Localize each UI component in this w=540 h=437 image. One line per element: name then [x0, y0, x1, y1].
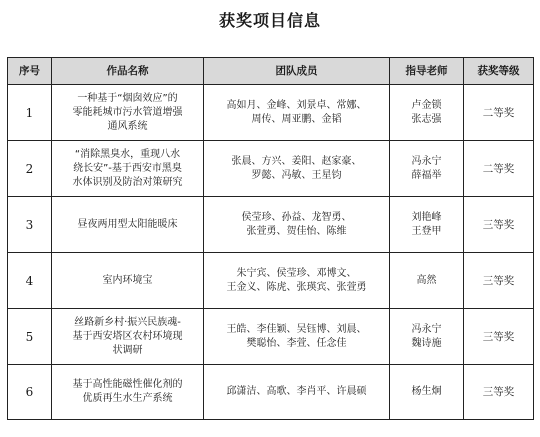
cell-level: 二等奖 [464, 85, 534, 141]
cell-work-name [52, 141, 204, 197]
table-row [8, 309, 534, 365]
cell-work-name [52, 85, 204, 141]
cell-team [204, 85, 390, 141]
header-work-name: 作品名称 [52, 58, 204, 85]
team-line: 周传、周亚鹏、金韬 [251, 113, 342, 125]
advisor-line: 刘艳峰 [411, 211, 442, 223]
cell-level: 三等奖 [464, 253, 534, 309]
team-line: 邱潇洁、高歌、李肖平、许晨硕 [226, 386, 367, 397]
cell-team [204, 253, 390, 309]
awards-table [7, 57, 534, 420]
table-row [8, 365, 534, 420]
cell-level: 三等奖 [464, 309, 534, 365]
work-name-line: 基于高性能磁性催化剂的 [72, 379, 183, 390]
cell-team [204, 365, 390, 420]
table-header-row [8, 58, 534, 85]
advisor-line: 杨生炯 [411, 386, 442, 397]
work-name-line: 绕长安”-基于西安市黑臭 [73, 162, 182, 174]
cell-work-name [52, 365, 204, 420]
page-title: 获奖项目信息 [218, 11, 321, 30]
cell-advisor [390, 253, 464, 309]
team-line: 侯莹珍、孙益、龙智勇、 [241, 211, 352, 223]
table-row [8, 197, 534, 253]
header-advisor: 指导老师 [390, 58, 464, 85]
team-line: 樊聪怡、李萱、任念佳 [246, 337, 347, 349]
cell-work-name [52, 309, 204, 365]
work-name-line: 昼夜两用型太阳能暖床 [77, 218, 178, 230]
advisor-line: 卢金锁 [411, 99, 442, 111]
team-line: 王金义、陈虎、张瑛宾、张萱勇 [226, 281, 367, 293]
cell-work-name [52, 197, 204, 253]
cell-advisor [390, 85, 464, 141]
cell-level: 三等奖 [464, 197, 534, 253]
work-name-line: 室内环境宝 [102, 274, 153, 286]
work-name-line: 状调研 [112, 344, 143, 356]
advisor-line: 张志强 [411, 113, 442, 125]
cell-work-name [52, 253, 204, 309]
cell-level: 二等奖 [464, 141, 534, 197]
cell-seq: 1 [8, 85, 52, 141]
team-line: 高如月、金峰、刘景卓、常娜、 [226, 99, 367, 111]
cell-advisor [390, 141, 464, 197]
cell-level: 三等奖 [464, 365, 534, 420]
cell-team [204, 141, 390, 197]
cell-advisor [390, 197, 464, 253]
header-level: 获奖等级 [464, 58, 534, 85]
cell-team [204, 197, 390, 253]
table-row [8, 141, 534, 197]
cell-advisor [390, 309, 464, 365]
advisor-line: 王登甲 [411, 225, 442, 237]
team-line: 罗懿、冯敏、王星钧 [251, 169, 342, 181]
cell-advisor [390, 365, 464, 420]
header-seq: 序号 [8, 58, 52, 85]
team-line: 朱宁宾、侯莹珍、邓博文、 [236, 267, 357, 279]
cell-seq: 6 [8, 365, 52, 420]
table-row [8, 85, 534, 141]
cell-seq: 5 [8, 309, 52, 365]
work-name-line: 一种基于“烟囱效应”的 [77, 92, 178, 104]
work-name-line: 丝路新乡村·振兴民族魂- [74, 316, 181, 328]
cell-seq: 3 [8, 197, 52, 253]
advisor-line: 薛福举 [411, 169, 442, 181]
work-name-line: 零能耗城市污水管道增强 [72, 106, 183, 118]
work-name-line: 通风系统 [107, 120, 148, 132]
advisor-line: 高然 [416, 274, 437, 286]
advisor-line: 魏诗施 [411, 337, 442, 349]
cell-seq: 4 [8, 253, 52, 309]
team-line: 张晨、方兴、姜阳、赵家豪、 [231, 155, 362, 167]
work-name-line: 基于西安塔区农村环境现 [72, 330, 183, 342]
work-name-line: 水体识别及防治对策研究 [72, 176, 183, 188]
work-name-line: 优质再生水生产系统 [82, 393, 173, 404]
cell-seq: 2 [8, 141, 52, 197]
advisor-line: 冯永宁 [411, 155, 442, 167]
cell-team [204, 309, 390, 365]
team-line: 王皓、李佳颖、吴钰博、刘晨、 [226, 323, 367, 335]
advisor-line: 冯永宁 [411, 323, 442, 335]
table-row [8, 253, 534, 309]
header-team: 团队成员 [204, 58, 390, 85]
work-name-line: “消除黑臭水，重现八水 [74, 148, 181, 160]
team-line: 张萱勇、贺佳怡、陈维 [246, 225, 347, 237]
